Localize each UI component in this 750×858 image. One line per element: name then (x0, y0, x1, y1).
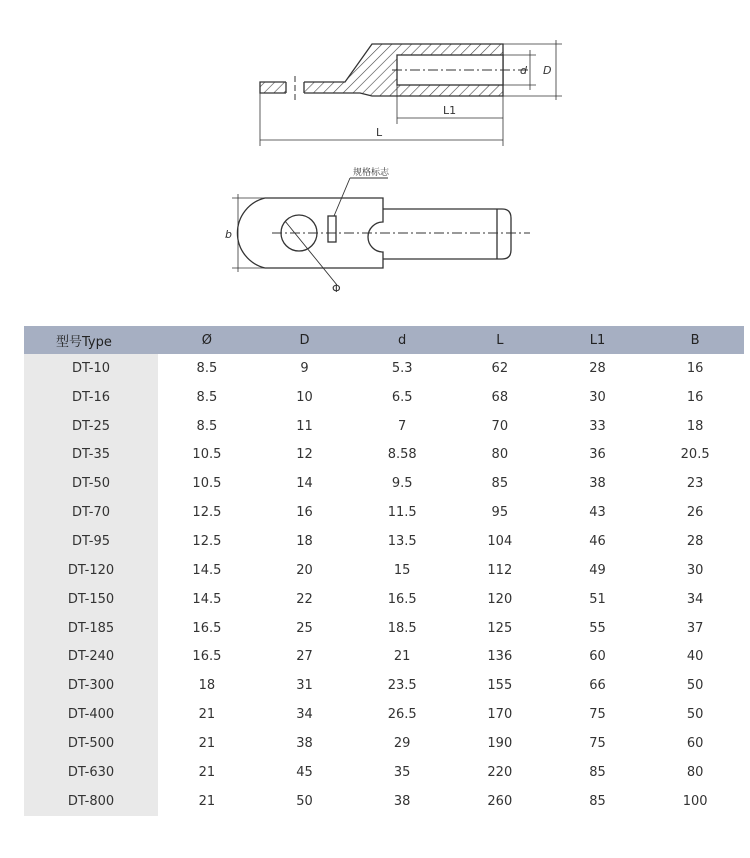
cell-phi: 12.5 (192, 533, 222, 549)
cell-L1: 66 (589, 678, 606, 694)
cell-type: DT-10 (24, 354, 158, 383)
header-L1: L1 (549, 326, 647, 354)
cell-L: 155 (487, 678, 513, 694)
cell-B: 28 (686, 533, 704, 549)
table-row (24, 412, 744, 441)
cell-B: 26 (686, 505, 704, 521)
cell-L1: 60 (589, 649, 606, 665)
label-D: D (543, 64, 552, 77)
cell-D: 31 (296, 678, 313, 694)
header-type: 型号Type (24, 326, 158, 354)
cell-D: 20 (296, 562, 313, 578)
cell-d: 16.5 (387, 591, 417, 607)
table-row (24, 383, 744, 412)
cell-phi: 16.5 (192, 649, 222, 665)
table-row (24, 642, 744, 671)
cell-D: 38 (296, 735, 313, 751)
cell-L1: 33 (589, 418, 606, 434)
cell-L1: 46 (589, 533, 606, 549)
cell-type: DT-120 (24, 556, 158, 585)
cell-B: 30 (686, 562, 704, 578)
cell-type: DT-630 (24, 758, 158, 787)
cell-type: DT-25 (24, 412, 158, 441)
cell-d: 8.58 (387, 447, 417, 463)
label-spec-mark: 规格标志 (353, 168, 390, 178)
cell-d: 6.5 (391, 389, 413, 405)
cell-type: DT-35 (24, 441, 158, 470)
cell-d: 11.5 (387, 505, 417, 521)
cell-B: 50 (686, 678, 704, 694)
spec-mark-box (328, 216, 336, 242)
cell-L: 68 (491, 389, 509, 405)
cell-L1: 38 (589, 476, 606, 492)
table-row (24, 614, 744, 643)
side-view (260, 40, 562, 146)
cell-type: DT-240 (24, 642, 158, 671)
table-row (24, 700, 744, 729)
cell-L1: 49 (589, 562, 606, 578)
cell-B: 23 (686, 476, 704, 492)
cell-B: 100 (682, 793, 708, 809)
cell-D: 11 (296, 418, 313, 434)
cell-D: 9 (300, 360, 309, 376)
cell-phi: 16.5 (192, 620, 222, 636)
cell-phi: 18 (198, 678, 216, 694)
cell-type: DT-300 (24, 671, 158, 700)
cell-d: 9.5 (391, 476, 413, 492)
cell-L1: 85 (589, 793, 606, 809)
table-row (24, 671, 744, 700)
header-D: D (256, 326, 354, 354)
table-row (24, 729, 744, 758)
cell-type: DT-50 (24, 469, 158, 498)
cell-phi: 14.5 (192, 591, 222, 607)
cell-d: 15 (393, 562, 411, 578)
cell-L1: 28 (589, 360, 606, 376)
cell-B: 40 (686, 649, 704, 665)
cell-d: 38 (393, 793, 411, 809)
cell-D: 10 (296, 389, 313, 405)
label-d: d (520, 64, 527, 77)
cell-L1: 36 (589, 447, 606, 463)
cell-L: 136 (487, 649, 513, 665)
cell-B: 16 (686, 389, 704, 405)
label-phi: Φ (332, 282, 341, 295)
cell-d: 21 (393, 649, 411, 665)
cell-phi: 8.5 (196, 360, 218, 376)
lug-barrel-outline (383, 209, 511, 259)
table-header-row (24, 326, 744, 354)
cell-L1: 85 (589, 764, 606, 780)
cell-phi: 10.5 (192, 476, 222, 492)
cell-L: 112 (487, 562, 513, 578)
label-b: b (225, 228, 232, 241)
cell-B: 18 (686, 418, 704, 434)
cell-D: 22 (296, 591, 313, 607)
cell-phi: 10.5 (192, 447, 222, 463)
cell-B: 37 (686, 620, 704, 636)
table-row (24, 498, 744, 527)
cell-L: 125 (487, 620, 513, 636)
cell-d: 29 (393, 735, 411, 751)
cell-d: 23.5 (387, 678, 417, 694)
table-row (24, 556, 744, 585)
table-row (24, 441, 744, 470)
cell-phi: 21 (198, 793, 216, 809)
header-B: B (646, 326, 744, 354)
cell-B: 16 (686, 360, 704, 376)
cell-phi: 8.5 (196, 389, 218, 405)
cell-L: 190 (487, 735, 513, 751)
cell-L: 80 (491, 447, 509, 463)
cell-type: DT-150 (24, 585, 158, 614)
header-phi: Ø (158, 326, 256, 354)
cell-B: 80 (686, 764, 704, 780)
cell-d: 5.3 (391, 360, 413, 376)
table-row (24, 787, 744, 816)
cell-type: DT-95 (24, 527, 158, 556)
table-row (24, 354, 744, 383)
cell-D: 27 (296, 649, 313, 665)
spec-table (24, 326, 744, 816)
table-row (24, 758, 744, 787)
cell-L: 120 (487, 591, 513, 607)
cell-D: 16 (296, 505, 313, 521)
cell-d: 13.5 (387, 533, 417, 549)
cell-D: 12 (296, 447, 313, 463)
cell-L: 85 (491, 476, 509, 492)
cell-L: 95 (491, 505, 509, 521)
cell-D: 25 (296, 620, 313, 636)
cell-L1: 75 (589, 707, 606, 723)
cell-D: 34 (296, 707, 313, 723)
cell-type: DT-70 (24, 498, 158, 527)
cell-D: 14 (296, 476, 313, 492)
cell-L: 70 (491, 418, 509, 434)
label-L: L (376, 126, 383, 139)
cell-D: 50 (296, 793, 313, 809)
header-d: d (353, 326, 451, 354)
cell-L: 104 (487, 533, 513, 549)
cell-D: 18 (296, 533, 313, 549)
cell-d: 26.5 (387, 707, 417, 723)
cell-type: DT-185 (24, 614, 158, 643)
cell-L: 220 (487, 764, 513, 780)
cell-L1: 75 (589, 735, 606, 751)
cell-type: DT-16 (24, 383, 158, 412)
cell-phi: 21 (198, 707, 216, 723)
technical-drawing (0, 0, 750, 310)
cell-L: 62 (491, 360, 509, 376)
table-row (24, 469, 744, 498)
cell-phi: 14.5 (192, 562, 222, 578)
cell-type: DT-800 (24, 787, 158, 816)
cell-d: 35 (393, 764, 411, 780)
cell-phi: 21 (198, 735, 216, 751)
cell-B: 60 (686, 735, 704, 751)
header-L: L (451, 326, 549, 354)
cell-phi: 21 (198, 764, 216, 780)
cell-L1: 43 (589, 505, 606, 521)
cell-phi: 8.5 (196, 418, 218, 434)
cell-B: 34 (686, 591, 704, 607)
cell-L: 260 (487, 793, 513, 809)
table-row (24, 585, 744, 614)
cell-d: 18.5 (387, 620, 417, 636)
cell-L1: 51 (589, 591, 606, 607)
cell-B: 20.5 (680, 447, 710, 463)
cell-L1: 55 (589, 620, 606, 636)
cell-L1: 30 (589, 389, 606, 405)
cell-type: DT-400 (24, 700, 158, 729)
cell-B: 50 (686, 707, 704, 723)
cell-d: 7 (398, 418, 407, 434)
cell-L: 170 (487, 707, 513, 723)
top-view (232, 178, 530, 285)
cell-type: DT-500 (24, 729, 158, 758)
table-row (24, 527, 744, 556)
cell-phi: 12.5 (192, 505, 222, 521)
label-L1: L1 (443, 104, 457, 117)
cell-D: 45 (296, 764, 313, 780)
